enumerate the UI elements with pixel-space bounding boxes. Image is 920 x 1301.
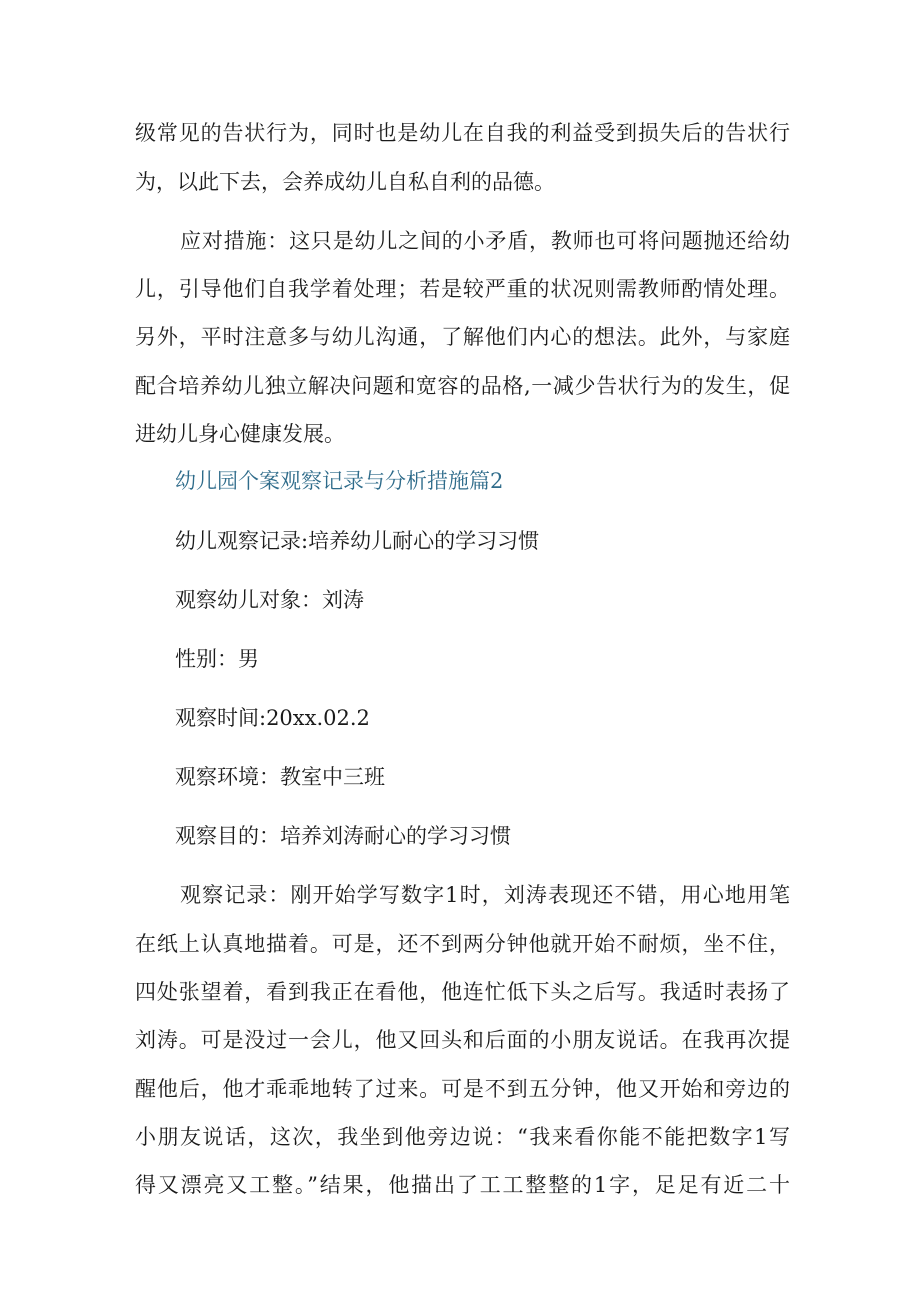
paragraph-line: 儿，引导他们自我学着处理；若是较严重的状况则需教师酌情处理。 [135,277,790,301]
record-title: 幼儿观察记录:培养幼儿耐心的学习习惯 [175,529,540,553]
field-environment: 观察环境：教室中三班 [175,765,385,789]
paragraph-line: 得又漂亮又工整。”结果，他描出了工工整整的1字，足足有近二十 [135,1173,790,1197]
paragraph-line: 为，以此下去，会养成幼儿自私自利的品德。 [135,170,555,194]
paragraph-line: 四处张望着，看到我正在看他，他连忙低下头之后写。我适时表扬了 [135,980,790,1004]
paragraph-line: 配合培养幼儿独立解决问题和宽容的品格,一减少告状行为的发生，促 [135,374,790,398]
field-purpose: 观察目的：培养刘涛耐心的学习习惯 [175,824,511,848]
field-gender: 性别：男 [175,647,259,671]
paragraph-line: 观察记录：刚开始学写数字1时，刘涛表现还不错，用心地用笔 [180,883,790,907]
paragraph-line: 在纸上认真地描着。可是，还不到两分钟他就开始不耐烦，坐不住， [135,932,790,956]
paragraph-line: 刘涛。可是没过一会儿，他又回头和后面的小朋友说话。在我再次提 [135,1028,790,1052]
paragraph-line: 醒他后，他才乖乖地转了过来。可是不到五分钟，他又开始和旁边的 [135,1077,790,1101]
paragraph-line: 级常见的告状行为，同时也是幼儿在自我的利益受到损失后的告状行 [135,121,790,145]
field-time: 观察时间:20xx.02.2 [175,706,370,730]
paragraph-line: 小朋友说话，这次，我坐到他旁边说：“我来看你能不能把数字1写 [135,1125,790,1149]
section-heading: 幼儿园个案观察记录与分析措施篇2 [175,469,504,493]
paragraph-line: 应对措施：这只是幼儿之间的小矛盾，教师也可将问题抛还给幼 [180,229,790,253]
paragraph-line: 进幼儿身心健康发展。 [135,422,345,446]
field-subject: 观察幼儿对象：刘涛 [175,588,364,612]
paragraph-line: 另外，平时注意多与幼儿沟通，了解他们内心的想法。此外，与家庭 [135,325,790,349]
